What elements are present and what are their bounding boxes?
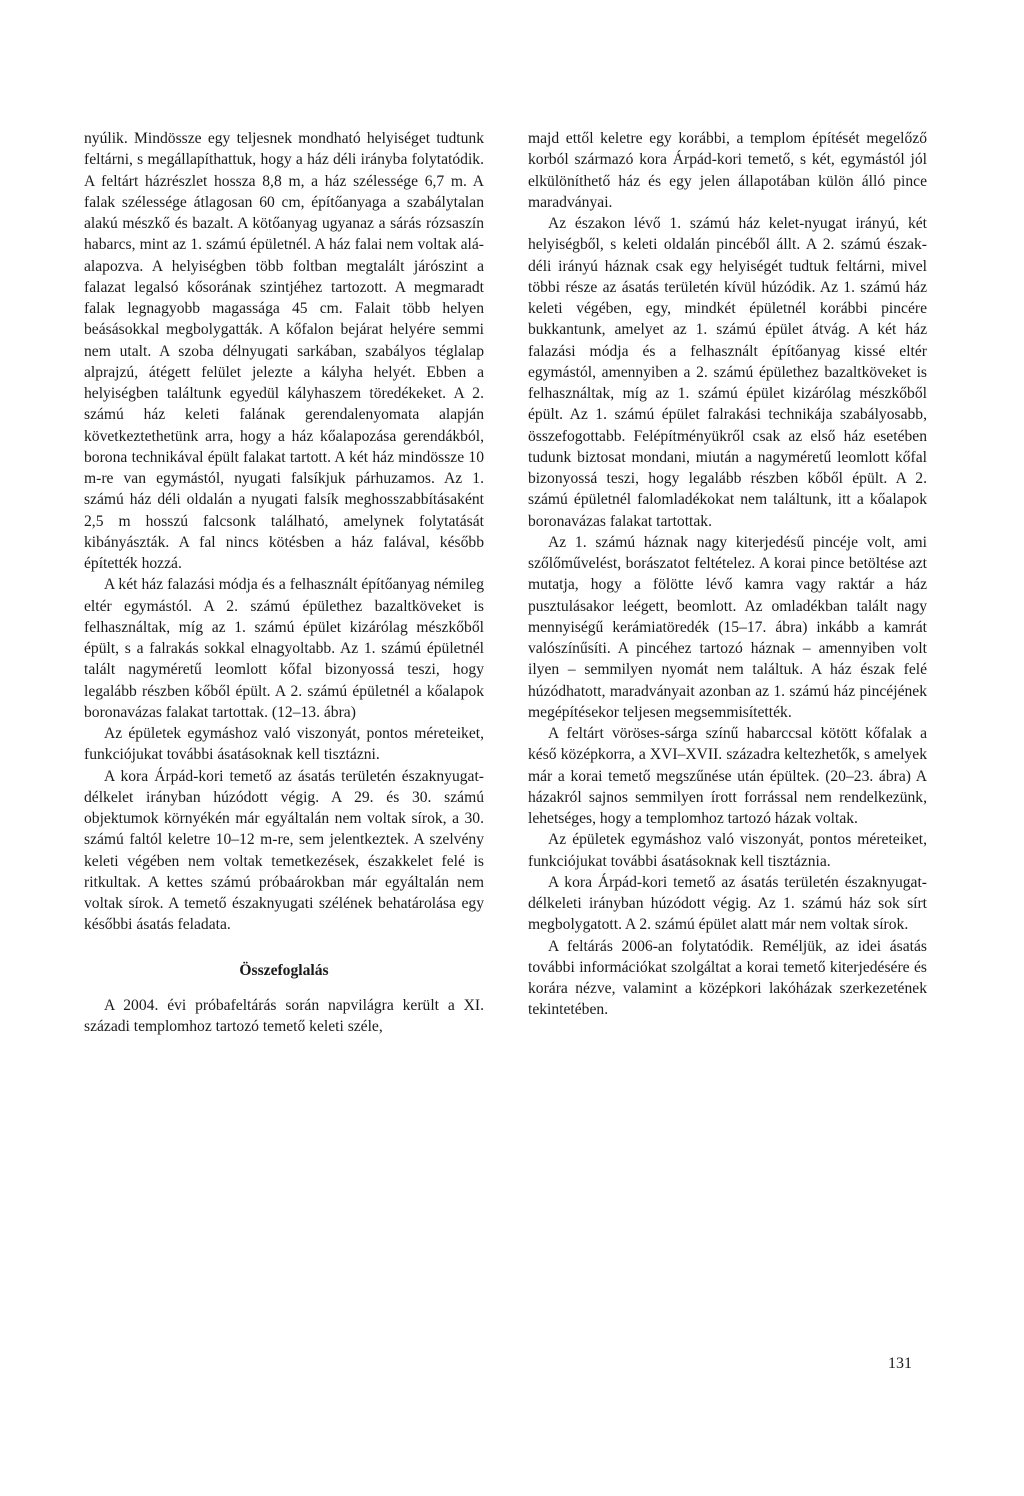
paragraph: majd ettől keletre egy korábbi, a templom építését megelőző korból származó kora Árpád-kori temető, s két, egymástól jól elkülöníthető ház és egy jelen állapotában külön álló pince maradványai.: [528, 130, 927, 211]
paragraph: Az épületek egymáshoz való viszonyát, pontos méreteiket, funkciójukat további ásatásoknak kell tisztáznia.: [528, 831, 927, 870]
paragraph: Az épületek egymáshoz való viszonyát, pontos méreteiket, funkciójukat további ásatásoknak kell tisztázni.: [84, 725, 484, 764]
paragraph: A 2004. évi próbafeltárás során napvilágra került a XI. századi templomhoz tartozó temető keleti széle,: [84, 996, 484, 1035]
paragraph: A kora Árpád-kori temető az ásatás területén északnyugat-délkelet irányban húzódott végig. A 29. és 30. számú objektumok környékén már egyáltalán nem voltak sírok, a 30. számú faltól keletre 10–12 m-re, sem jelentkeztek. A szelvény keleti végében nem voltak temetkezések, északkelet felé is ritkultak. A kettes számú próbaárokban már egyáltalán nem voltak sírok. A temető északnyugati szélének behatárolása egy későbbi ásatás feladata.: [84, 767, 484, 934]
right-column: [528, 128, 927, 1021]
left-column: [84, 128, 484, 1037]
paragraph: A kora Árpád-kori temető az ásatás területén északnyugat-délkeleti irányban húzódott végig. Az 1. számú ház sok sírt megbolygatott. A 2. számú épület alatt már nem voltak sírok.: [528, 873, 927, 934]
paragraph: Az északon lévő 1. számú ház kelet-nyugat irányú, két helyiségből, s keleti oldalán pincéből állt. A 2. számú észak-déli irányú háznak csak egy helyiségét tudtuk feltárni, mivel többi része az ásatás területén kívül húzódik. Az 1. számú ház keleti végében, egy, mindkét épületnél korábbi pincére bukkantunk, amelyet az 1. számú épület átvág. A két ház falazási módja és a felhasznált építőanyag kissé eltér egymástól, amennyiben a 2. számú épülethez bazaltköveket is felhasználtak, míg az 1. számú épület kizárólag mészkőből épült. Az 1. számú épület falrakási technikája szabályosabb, összefogottabb. Felépítményükről csak az első ház esetében tudunk biztosat mondani, miután a nagyméretű leomlott kőfal bizonyossá teszi, hogy legalább részben kőből épült. A 2. számú épületnél falomladékokat nem találtunk, itt a kőalapok boronavázas falakat tartottak.: [528, 215, 927, 530]
paragraph: A feltárt vöröses-sárga színű habarccsal kötött kőfalak a késő középkorra, a XVI–XVII. századra keltezhetők, s amelyek már a korai temető megszűnése után épültek. (20–23. ábra) A házakról sajnos semmilyen írott forrással nem rendelkezünk, lehetséges, hogy a templomhoz tartozó házak voltak.: [528, 725, 927, 827]
paragraph: A két ház falazási módja és a felhasznált építőanyag némileg eltér egymástól. A 2. számú épülethez bazaltköveket is felhasználtak, míg az 1. számú épület kizárólag mészkőből épült, s a falrakás sokkal elnagyoltabb. Az 1. számú épületnél talált nagyméretű leomlott kőfal bizonyossá teszi, hogy legalább részben kőből épült. A 2. számú épületnél a kőalapok boronavázas falakat tartottak. (12–13. ábra): [84, 576, 484, 721]
paragraph: A feltárás 2006-an folytatódik. Reméljük, az idei ásatás további információkat szolgáltat a korai temető kiterjedésére és korára nézve, valamint a középkori lakóházak szerkezetének tekintetében.: [528, 937, 927, 1019]
section-heading: Összefoglalás: [239, 961, 329, 979]
paragraph: nyúlik. Mindössze egy teljesnek mondható helyiséget tudtunk feltárni, s megállapíthattuk, hogy a ház déli irányba folytatódik. A feltárt házrészlet hossza 8,8 m, a ház szélessége 6,7 m. A falak szélessége átlagosan 60 cm, építőanyaga a szabálytalan alakú mészkő és bazalt. A kötőanyag ugyanaz a sárás rózsaszín habarcs, mint az 1. számú épületnél. A ház falai nem voltak alá-alapozva. A helyiségben több foltban megtalált járószint a falazat legalsó kősorának szintjéhez tartozott. A megmaradt falak legnagyobb magassága 45 cm. Falait több helyen beásásokkal megbolygatták. A kőfalon bejárat helyére semmi nem utalt. A szoba délnyugati sarkában, szabályos téglalap alprajzú, átégett felület jelezte a kályha helyét. Ebben a helyiségben találtunk egyedül kályhaszem töredékeket. A 2. számú ház keleti falának gerendalenyomata alapján következtethetünk arra, hogy a ház kőalapozása gerendákból, borona technikával épült falakat tartott. A két ház mindössze 10 m-re van egymástól, nyugati falsíkjuk párhuzamos. Az 1. számú ház déli oldalán a nyugati falsík meghosszabbításaként 2,5 m hosszú falcsonk található, amelynek folytatását kibányászták. A fal nincs kötésben a ház falával, később építették hozzá.: [84, 130, 484, 572]
page-number: 131: [888, 1355, 912, 1372]
paragraph: Az 1. számú háznak nagy kiterjedésű pincéje volt, ami szőlőművelést, borászatot feltételez. A korai pince betöltése azt mutatja, hogy a fölötte lévő kamra vagy raktár a ház pusztulásakor leégett, beomlott. Az omladékban talált nagy mennyiségű kerámiatöredék (15–17. ábra) inkább a kamrát valószínűsíti. A pincéhez tartozó háznak – amennyiben volt ilyen – semmilyen nyomát nem találtuk. A ház észak felé húzódhatott, maradványait azonban az 1. számú ház pincéjének megépítésekor teljesen megsemmisítették.: [528, 533, 927, 721]
